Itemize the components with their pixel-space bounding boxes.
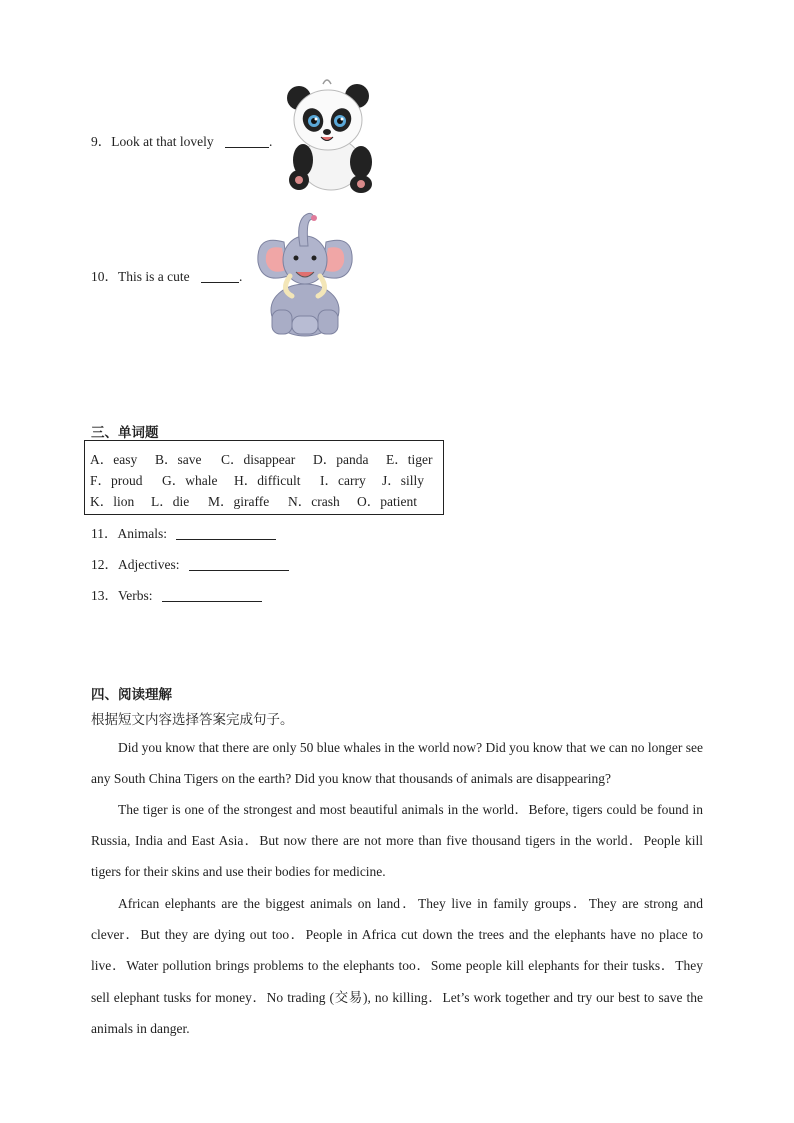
reading-paragraph-3 [91, 888, 703, 1044]
question-label: 13．Verbs: [91, 588, 153, 603]
word-option-j: J．silly [382, 473, 425, 488]
word-option-e: E．tiger [386, 452, 433, 467]
word-bank [84, 440, 444, 515]
word-option-h: H．difficult [234, 473, 301, 488]
word-option-b: B．save [155, 452, 202, 467]
word-option-o: O．patient [357, 494, 417, 509]
word-option-f: F．proud [90, 473, 143, 488]
question-text: Look at that lovely [111, 134, 214, 149]
word-option-m: M．giraffe [208, 494, 270, 509]
answer-blank[interactable] [201, 281, 239, 283]
section-4-instruction: 根据短文内容选择答案完成句子。 [91, 712, 294, 728]
section-4-heading: 四、阅读理解 [91, 687, 172, 703]
question-13 [91, 584, 262, 604]
answer-blank[interactable] [162, 600, 262, 602]
word-option-d: D．panda [313, 452, 369, 467]
question-number: 10． [91, 269, 118, 284]
panda-illustration [283, 76, 375, 194]
question-9 [91, 130, 272, 150]
question-end: . [238, 269, 243, 284]
reading-paragraph-2 [91, 794, 703, 888]
question-number: 9． [91, 134, 112, 149]
question-end: . [268, 134, 273, 149]
question-11 [91, 522, 276, 542]
word-option-g: G．whale [162, 473, 218, 488]
section-3-heading: 三、单词题 [91, 425, 159, 441]
paragraph-text: The tiger is one of the strongest and most beautiful animals in the world．Before, tigers could be found in Russia, India and East Asia．But now there are not more than five thousand tigers in the world．People kill tigers for their skins and use their bodies for medicine. [91, 802, 703, 880]
question-label: 12．Adjectives: [91, 557, 180, 572]
paragraph-text: African elephants are the biggest animals on land．They live in family groups．They are strong and clever．But they are dying out too．People in Africa cut down the trees and the elephants have no place to live．Water pollution brings problems to the elephants too．Some people kill elephants for their tusks．They sell elephant tusks for money．No trading (交易), no killing．Let’s work together and try our best to save the animals in danger. [91, 896, 703, 1036]
question-10 [91, 265, 242, 285]
word-option-c: C．disappear [221, 452, 296, 467]
reading-paragraph-1 [91, 732, 703, 794]
answer-blank[interactable] [189, 569, 289, 571]
elephant-illustration [254, 206, 358, 338]
question-12 [91, 553, 289, 573]
word-option-n: N．crash [288, 494, 340, 509]
word-option-l: L．die [151, 494, 190, 509]
answer-blank[interactable] [225, 146, 269, 148]
paragraph-text: Did you know that there are only 50 blue whales in the world now? Did you know that we can no longer see any South China Tigers on the earth? Did you know that thousands of animals are disappearing? [91, 740, 703, 787]
answer-blank[interactable] [176, 538, 276, 540]
question-label: 11．Animals: [91, 526, 167, 541]
word-option-a: A．easy [90, 452, 138, 467]
question-text: This is a cute [118, 269, 190, 284]
word-option-k: K．lion [90, 494, 135, 509]
word-option-i: I．carry [320, 473, 366, 488]
